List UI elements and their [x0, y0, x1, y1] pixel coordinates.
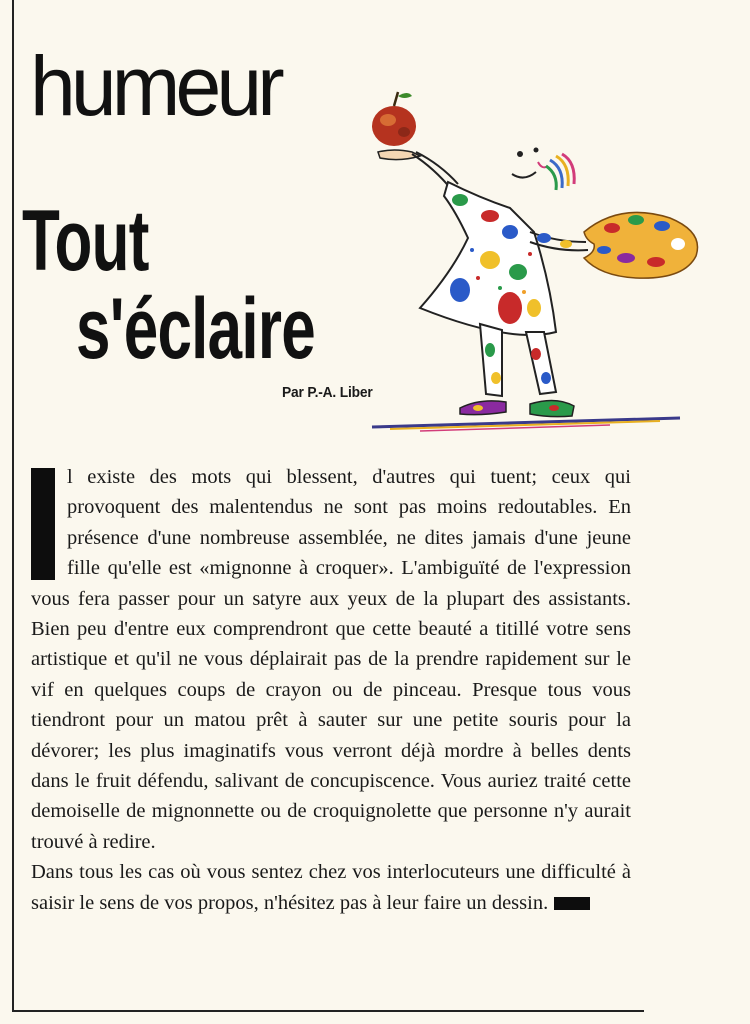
article-paragraph-1: l existe des mots qui blessent, d'autres qui tuent; ceux qui provoquent des malentendus ne sont pas moins redoutables. En présence d'une nombreuse assemblée, ne dites jamais d'une jeune fille qu'elle est «mignonne à croquer». L'ambiguïté de l'expression vous fera passer pour un satyre aux yeux de la plupart des assistants. Bien peu d'entre eux comprendront que cette beauté a titillé votre sens artistique et qu'il ne vous déplairait pas de la prendre rapidement sur le vif en quelques coups de crayon ou de pinceau. Presque tous vous tiendront pour un matou prêt à sauter sur une petite souris pour la dévorer; les plus imaginatifs vous verront déjà mordre à belles dents dans le fruit défendu, salivant de concupiscence. Vous auriez traité cette demoiselle de mignonnette ou de croquignolette que personne n'y aurait trouvé à redire. — [31, 466, 631, 853]
article-body — [31, 462, 631, 918]
end-mark-icon — [554, 897, 590, 910]
byline: Par P.-A. Liber — [282, 384, 373, 401]
ground-line-icon — [372, 418, 680, 431]
article-paragraph-2 — [31, 857, 631, 918]
drop-cap-initial — [31, 468, 55, 580]
page-left-rule — [12, 0, 14, 1012]
page-bottom-rule — [12, 1010, 644, 1012]
smock-icon — [420, 182, 556, 335]
face-icon — [512, 148, 574, 191]
section-title: humeur — [30, 39, 280, 133]
apple-icon — [372, 92, 416, 146]
painter-illustration — [360, 82, 710, 442]
headline-line-2: s'éclaire — [76, 281, 315, 377]
headline-line-1: Tout — [22, 193, 149, 289]
legs-icon — [460, 324, 574, 417]
palette-icon — [584, 212, 698, 278]
article-paragraph-2-text: Dans tous les cas où vous sentez chez vos interlocuteurs une difficulté à saisir le sens de vos propos, n'hésitez pas à leur faire un dessin. — [31, 861, 631, 914]
